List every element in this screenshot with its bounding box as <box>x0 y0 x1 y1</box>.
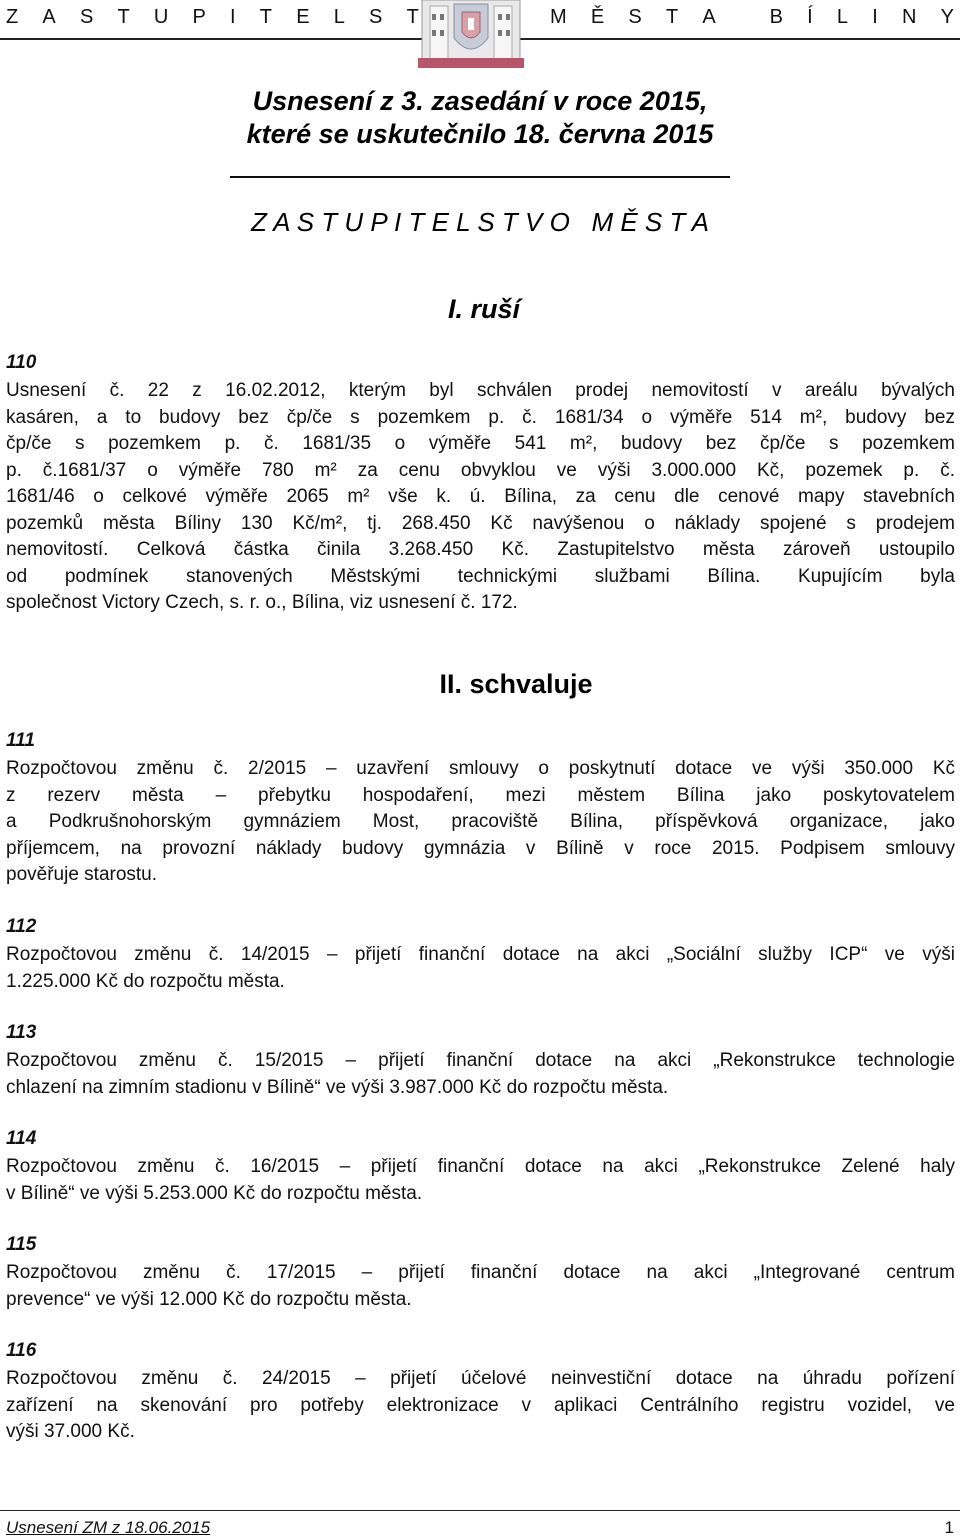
header-letter: T <box>665 6 679 28</box>
text-line: v Bílině“ ve výši 5.253.000 Kč do rozpočtu města. <box>6 1182 423 1204</box>
text-line: Rozpočtovou změnu č. 2/2015 – uzavření smlouvy o poskytnutí dotace ve výši 350.000 Kč <box>6 758 955 779</box>
title-divider <box>230 176 730 178</box>
text-line: prevence“ ve výši 12.000 Kč do rozpočtu města. <box>6 1288 412 1310</box>
resolution-number: 111 <box>6 730 35 751</box>
header-letter: E <box>296 6 310 28</box>
document-title-line-2: které se uskutečnilo 18. června 2015 <box>246 119 714 149</box>
header-letter: N <box>901 6 917 28</box>
header-letter: M <box>550 6 567 28</box>
resolution-text <box>6 1048 955 1101</box>
resolution-text <box>6 1366 955 1446</box>
footer-document-label: Usnesení ZM z 18.06.2015 <box>6 1518 211 1537</box>
section-heading-approves: II. schvaluje <box>439 669 593 699</box>
resolution-number: 110 <box>6 352 37 373</box>
text-line: a Podkrušnohorským gymnáziem Most, pracoviště Bílina, příspěvková organizace, jako <box>6 811 955 832</box>
section-heading-cancels: I. ruší <box>447 294 521 324</box>
text-line: Usnesení č. 22 z 16.02.2012, kterým byl schválen prodej nemovitostí v areálu bývalých <box>6 380 955 401</box>
text-line: Rozpočtovou změnu č. 15/2015 – přijetí finanční dotace na akci „Rekonstrukce technologie <box>6 1050 955 1071</box>
text-line: pozemků města Bíliny 130 Kč/m², tj. 268.450 Kč navýšenou o náklady spojené s prodejem <box>6 512 955 534</box>
resolution-number: 115 <box>6 1234 37 1255</box>
text-line: čp/če s pozemkem p. č. 1681/35 o výměře 541 m², budovy bez čp/če s pozemkem <box>6 433 955 454</box>
header-letter: U <box>153 6 169 28</box>
text-line: zařízení na skenování pro potřeby elektronizace v aplikaci Centrálního registru vozidel, ve <box>6 1394 955 1416</box>
text-line: Rozpočtovou změnu č. 14/2015 – přijetí finanční dotace na akci „Sociální služby ICP“ ve výši <box>6 944 955 965</box>
text-line: nemovitostí. Celková částka činila 3.268.450 Kč. Zastupitelstvo města zároveň ustoupilo <box>6 539 955 560</box>
header-letter: Z <box>6 6 19 28</box>
council-heading: Z A S T U P I T E L S T V O M Ě S T A <box>251 207 709 237</box>
header-letter: L <box>333 6 345 28</box>
header-letter: B <box>769 6 783 28</box>
text-line: od podmínek stanovených Městskými technickými službami Bílina. Kupujícím byla <box>6 565 955 587</box>
text-line: kasáren, a to budovy bez čp/če s pozemkem p. č. 1681/34 o výměře 514 m², budovy bez <box>6 406 955 428</box>
header-letter: L <box>836 6 849 28</box>
header-letter: P <box>192 6 206 28</box>
header-letter: A <box>702 6 716 28</box>
header-letter: Í <box>807 6 813 28</box>
resolution-text <box>6 1260 955 1313</box>
header-letter: Y <box>940 6 954 28</box>
text-line: Rozpočtovou změnu č. 17/2015 – přijetí finanční dotace na akci „Integrované centrum <box>6 1262 955 1283</box>
header-letter: T <box>117 6 130 28</box>
text-line: společnost Victory Czech, s. r. o., Bílina, viz usnesení č. 172. <box>6 592 518 613</box>
header-letter: T <box>406 6 419 28</box>
text-line: pověřuje starostu. <box>6 864 158 885</box>
header-letter: S <box>79 6 94 28</box>
header-letter <box>740 6 746 29</box>
text-line: výši 37.000 Kč. <box>6 1421 135 1442</box>
resolution-text <box>6 942 955 995</box>
text-line: chlazení na zimním stadionu v Bílině“ ve výši 3.987.000 Kč do rozpočtu města. <box>6 1076 669 1098</box>
header-letter: T <box>259 6 273 28</box>
resolution-text <box>6 378 955 617</box>
header-letter: Ě <box>590 6 605 28</box>
resolution-number: 114 <box>6 1128 37 1149</box>
text-line: Rozpočtovou změnu č. 24/2015 – přijetí účelové neinvestiční dotace na úhradu pořízení <box>6 1368 955 1389</box>
text-line: příjemcem, na provozní náklady budovy gymnázia v Bílině v roce 2015. Podpisem smlouvy <box>6 837 955 859</box>
city-emblem-icon <box>418 0 524 68</box>
header-letter: S <box>369 6 383 28</box>
text-line: 1.225.000 Kč do rozpočtu města. <box>6 970 285 992</box>
text-line: z rezerv města – přebytku hospodaření, mezi městem Bílina jako poskytovatelem <box>6 784 955 806</box>
footer-divider <box>0 1510 960 1511</box>
resolution-number: 116 <box>6 1340 37 1361</box>
document-title-line-1: Usnesení z 3. zasedání v roce 2015, <box>252 86 708 116</box>
page-number: 1 <box>944 1518 954 1537</box>
header-letter: I <box>230 6 236 28</box>
header-letter: S <box>628 6 642 28</box>
header-letter: A <box>42 6 56 28</box>
resolution-text <box>6 1154 955 1207</box>
header-letter: I <box>872 6 878 28</box>
text-line: p. č.1681/37 o výměře 780 m² za cenu obvyklou ve výši 3.000.000 Kč, pozemek p. č. <box>6 459 955 481</box>
text-line: Rozpočtovou změnu č. 16/2015 – přijetí finanční dotace na akci „Rekonstrukce Zelené haly <box>6 1156 955 1177</box>
resolution-text <box>6 756 955 889</box>
text-line: 1681/46 o celkové výměře 2065 m² vše k. ú. Bílina, za cenu dle cenové mapy stavebních <box>6 486 955 507</box>
resolution-number: 112 <box>6 916 37 937</box>
resolution-number: 113 <box>6 1022 37 1043</box>
